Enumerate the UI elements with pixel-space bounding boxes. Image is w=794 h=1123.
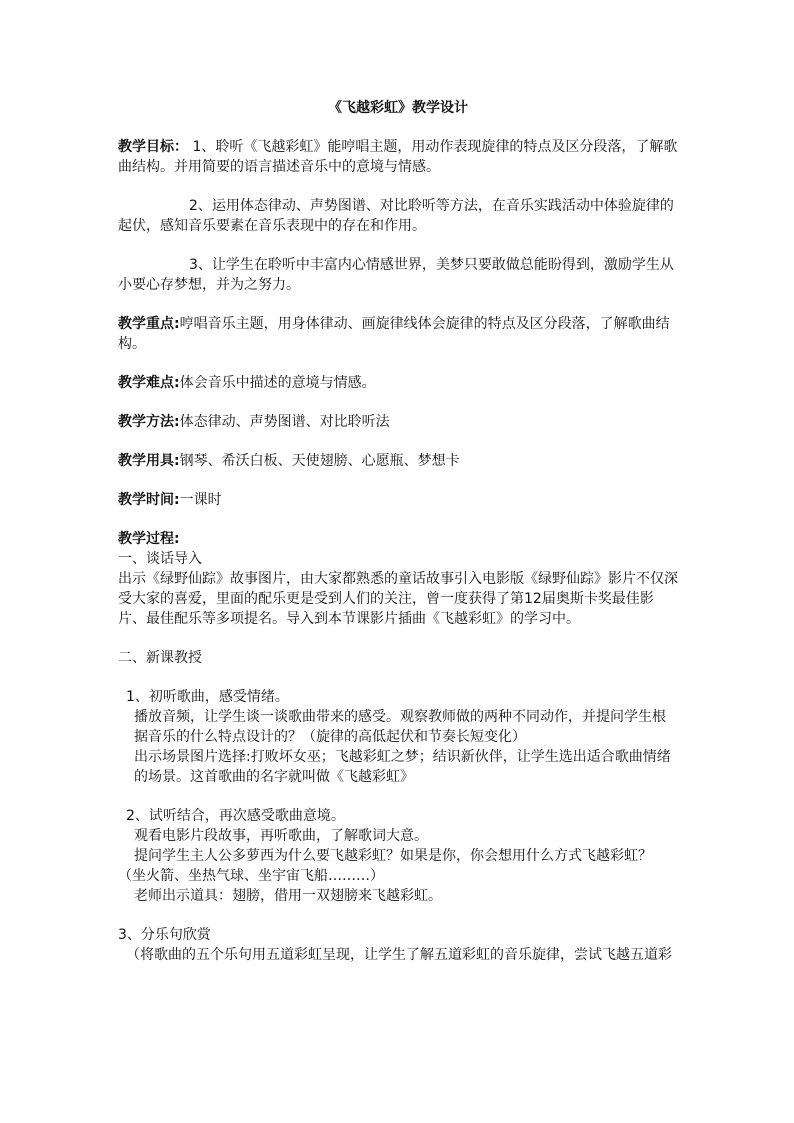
document-title: 《飞越彩虹》教学设计 xyxy=(328,100,468,116)
step-1-line-2: 出示场景图片选择:打败坏女巫；飞越彩虹之梦；结识新伙伴，让学生选出适合歌曲情绪的场景。这首歌曲的名字就叫做《飞越彩虹》 xyxy=(134,749,671,785)
tools-label: 教学用具: xyxy=(118,453,180,469)
key-points xyxy=(118,314,678,354)
teaching-goal-text-2: 2、运用体态律动、声势图谱、对比聆听等方法，在音乐实践活动中体验旋律的起伏，感知音乐要素在音乐表现中的存在和作用。 xyxy=(118,198,674,234)
step-2-line-3: （坐火箭、坐热气球、坐宇宙飞船………） xyxy=(118,868,384,884)
teaching-goal-label: 教学目标 xyxy=(118,139,174,155)
teaching-goal-text-3: 3、让学生在聆听中丰富内心情感世界，美梦只要敢做总能盼得到，激励学生从小要心存梦想，并为之努力。 xyxy=(118,257,674,293)
tools-text: 钢琴、希沃白板、天使翅膀、心愿瓶、梦想卡 xyxy=(179,453,460,469)
step-1-line-1: 播放音频，让学生谈一谈歌曲带来的感受。观察教师做的两种不同动作，并提问学生根据音乐的什么特点设计的？（旋律的高低起伏和节奏长短变化） xyxy=(134,709,666,745)
time xyxy=(118,490,678,510)
time-label: 教学时间: xyxy=(118,492,180,508)
step-2 xyxy=(118,806,678,906)
step-2-line-2: 提问学生主人公多萝西为什么要飞越彩虹？如果是你，你会想用什么方式飞越彩虹？ xyxy=(134,848,652,864)
step-3-line-1: （将歌曲的五个乐句用五道彩虹呈现，让学生了解五道彩虹的音乐旋律，尝试飞越五道彩 xyxy=(126,947,672,963)
document-page xyxy=(118,98,678,965)
teaching-goal-item-1 xyxy=(118,137,678,177)
teaching-goal-item-2 xyxy=(118,196,678,236)
teaching-goal-item-3 xyxy=(118,255,678,295)
process-label: 教学过程: xyxy=(118,531,180,547)
key-points-text: 哼唱音乐主题，用身体律动、画旋律线体会旋律的特点及区分段落，了解歌曲结构。 xyxy=(118,316,670,352)
difficulties-text: 体会音乐中描述的意境与情感。 xyxy=(179,375,376,391)
step-3-heading: 3、分乐句欣赏 xyxy=(118,927,211,943)
section-2 xyxy=(118,648,678,668)
step-2-line-4: 老师出示道具：翅膀，借用一双翅膀来飞越彩虹。 xyxy=(134,888,442,904)
teaching-goal-colon: ： xyxy=(174,139,188,155)
methods-text: 体态律动、声势图谱、对比聆听法 xyxy=(179,414,390,430)
section-1-text: 出示《绿野仙踪》故事图片，由大家都熟悉的童话故事引入电影版《绿野仙踪》影片不仅深受大家的喜爱，里面的配乐更是受到人们的关注，曾一度获得了第12届奥斯卡奖最佳影片、最佳配乐等多项提名。导入到本节课影片插曲《飞越彩虹》的学习中。 xyxy=(118,571,678,627)
step-3 xyxy=(118,925,678,965)
step-2-line-1: 观看电影片段故事，再听歌曲，了解歌词大意。 xyxy=(134,828,428,844)
difficulties xyxy=(118,373,678,393)
time-text: 一课时 xyxy=(179,492,222,508)
process-intro xyxy=(118,529,678,629)
difficulties-label: 教学难点: xyxy=(118,375,180,391)
section-1-heading: 一、谈话导入 xyxy=(118,551,202,567)
step-2-heading: 2、试听结合，再次感受歌曲意境。 xyxy=(126,808,345,824)
step-1 xyxy=(118,687,678,787)
step-1-heading: 1、初听歌曲，感受情绪。 xyxy=(126,689,289,705)
section-2-heading: 二、新课教授 xyxy=(118,650,202,666)
methods-label: 教学方法: xyxy=(118,414,180,430)
key-points-label: 教学重点: xyxy=(118,316,180,332)
teaching-goal-text-1: 1、聆听《飞越彩虹》能哼唱主题，用动作表现旋律的特点及区分段落，了解歌曲结构。并用简要的语言描述音乐中的意境与情感。 xyxy=(118,139,678,175)
tools xyxy=(118,451,678,471)
methods xyxy=(118,412,678,432)
